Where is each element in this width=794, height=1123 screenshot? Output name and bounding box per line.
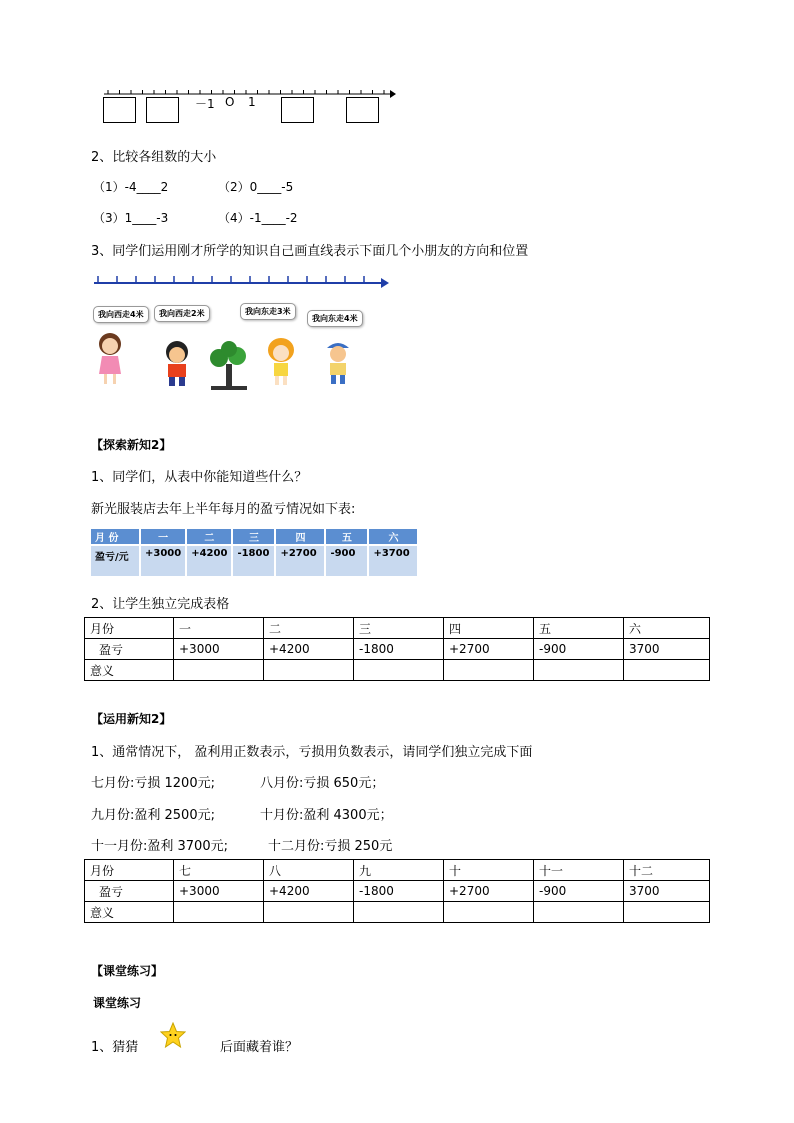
answer-cell[interactable] bbox=[534, 902, 624, 923]
table-cell: +2700 bbox=[276, 546, 324, 576]
answer-cell[interactable] bbox=[354, 902, 444, 923]
table-cell: 六 bbox=[369, 529, 417, 544]
table-cell: 盈亏 bbox=[85, 881, 174, 902]
table-cell: 3700 bbox=[624, 639, 710, 660]
answer-cell[interactable] bbox=[534, 660, 624, 681]
profit-table-blue bbox=[89, 527, 419, 578]
table-cell: 一 bbox=[141, 529, 185, 544]
section-heading: 【课堂练习】 bbox=[91, 964, 164, 978]
tick-label: O bbox=[225, 95, 235, 109]
table-cell: 四 bbox=[444, 618, 534, 639]
question-title: 2、比较各组数的大小 bbox=[91, 150, 217, 165]
speech-bubble: 我向西走2米 bbox=[154, 305, 210, 322]
answer-box[interactable] bbox=[346, 97, 379, 123]
table-cell: 盈亏 bbox=[85, 639, 174, 660]
answer-box[interactable] bbox=[103, 97, 136, 123]
table-cell: +3000 bbox=[141, 546, 185, 576]
table-cell: 月 份 bbox=[91, 529, 139, 544]
table-cell: 盈亏/元 bbox=[91, 546, 139, 576]
compare-item: （3）1____-3 bbox=[93, 211, 169, 225]
girl-character-icon bbox=[96, 330, 126, 388]
table-cell: +3000 bbox=[174, 639, 264, 660]
answer-cell[interactable] bbox=[624, 902, 710, 923]
table-cell: +4200 bbox=[264, 639, 354, 660]
table-cell: 七 bbox=[174, 860, 264, 881]
tick-label: －1 bbox=[195, 97, 215, 111]
table-cell: 3700 bbox=[624, 881, 710, 902]
question-title: 2、让学生独立完成表格 bbox=[91, 597, 230, 612]
answer-cell[interactable] bbox=[264, 902, 354, 923]
table-cell: 一 bbox=[174, 618, 264, 639]
speech-bubble: 我向东走3米 bbox=[240, 303, 296, 320]
table-cell: +3000 bbox=[174, 881, 264, 902]
table-cell: 三 bbox=[233, 529, 274, 544]
boy-character-icon bbox=[322, 338, 354, 388]
answer-box[interactable] bbox=[146, 97, 179, 123]
paragraph: 十一月份:盈利 3700元; bbox=[91, 839, 228, 854]
table-cell: +4200 bbox=[264, 881, 354, 902]
answer-box[interactable] bbox=[281, 97, 314, 123]
paragraph: 七月份:亏损 1200元; bbox=[91, 776, 215, 791]
girl-character-icon bbox=[265, 336, 297, 388]
table-cell: -900 bbox=[326, 546, 367, 576]
section-heading: 【探索新知2】 bbox=[91, 438, 172, 452]
question-title: 1、通常情况下， 盈利用正数表示，亏损用负数表示，请同学们独立完成下面 bbox=[91, 745, 533, 760]
table-cell: 月份 bbox=[85, 618, 174, 639]
question-title: 1、同学们，从表中你能知道些什么？ bbox=[91, 470, 308, 485]
table-cell: -1800 bbox=[354, 881, 444, 902]
table-cell: 五 bbox=[534, 618, 624, 639]
table-cell: 十 bbox=[444, 860, 534, 881]
paragraph: 十月份:盈利 4300元； bbox=[260, 808, 393, 823]
table-cell: -900 bbox=[534, 639, 624, 660]
table-cell: +2700 bbox=[444, 881, 534, 902]
section-subheading: 课堂练习 bbox=[93, 996, 142, 1010]
table-cell: -1800 bbox=[354, 639, 444, 660]
table-cell: 二 bbox=[187, 529, 231, 544]
table-cell: 意义 bbox=[85, 660, 174, 681]
paragraph: 十二月份:亏损 250元 bbox=[268, 839, 393, 854]
star-icon bbox=[160, 1022, 186, 1048]
table-cell: -1800 bbox=[233, 546, 274, 576]
answer-cell[interactable] bbox=[174, 660, 264, 681]
tick-label: 1 bbox=[248, 95, 256, 109]
answer-cell[interactable] bbox=[174, 902, 264, 923]
speech-bubble: 我向东走4米 bbox=[307, 310, 363, 327]
table-cell: 八 bbox=[264, 860, 354, 881]
table-cell: 二 bbox=[264, 618, 354, 639]
answer-cell[interactable] bbox=[444, 902, 534, 923]
table-cell: 十一 bbox=[534, 860, 624, 881]
boy-character-icon bbox=[160, 340, 194, 390]
answer-cell[interactable] bbox=[444, 660, 534, 681]
table-cell: -900 bbox=[534, 881, 624, 902]
answer-cell[interactable] bbox=[624, 660, 710, 681]
answer-cell[interactable] bbox=[264, 660, 354, 681]
table-cell: +3700 bbox=[369, 546, 417, 576]
section-heading: 【运用新知2】 bbox=[91, 712, 172, 726]
table-cell: 三 bbox=[354, 618, 444, 639]
table-cell: +4200 bbox=[187, 546, 231, 576]
table-cell: 九 bbox=[354, 860, 444, 881]
table-cell: 月份 bbox=[85, 860, 174, 881]
number-line-blue bbox=[92, 275, 392, 291]
table-cell: 五 bbox=[326, 529, 367, 544]
table-cell: 十二 bbox=[624, 860, 710, 881]
profit-table-1 bbox=[84, 617, 710, 681]
profit-table-2 bbox=[84, 859, 710, 923]
answer-cell[interactable] bbox=[354, 660, 444, 681]
question-title: 1、猜猜 bbox=[91, 1040, 139, 1055]
question-text: 后面藏着谁？ bbox=[220, 1040, 299, 1055]
compare-item: （1）-4____2 bbox=[93, 180, 169, 194]
paragraph: 九月份:盈利 2500元; bbox=[91, 808, 215, 823]
table-cell: 六 bbox=[624, 618, 710, 639]
speech-bubble: 我向西走4米 bbox=[93, 306, 149, 323]
compare-item: （4）-1____-2 bbox=[218, 211, 298, 225]
table-cell: +2700 bbox=[444, 639, 534, 660]
question-title: 3、同学们运用刚才所学的知识自己画直线表示下面几个小朋友的方向和位置 bbox=[91, 244, 529, 259]
paragraph: 八月份:亏损 650元； bbox=[260, 776, 385, 791]
table-cell: 四 bbox=[276, 529, 324, 544]
table-cell: 意义 bbox=[85, 902, 174, 923]
tree-icon bbox=[203, 340, 255, 392]
paragraph: 新光服装店去年上半年每月的盈亏情况如下表: bbox=[91, 502, 356, 517]
compare-item: （2）0____-5 bbox=[218, 180, 294, 194]
